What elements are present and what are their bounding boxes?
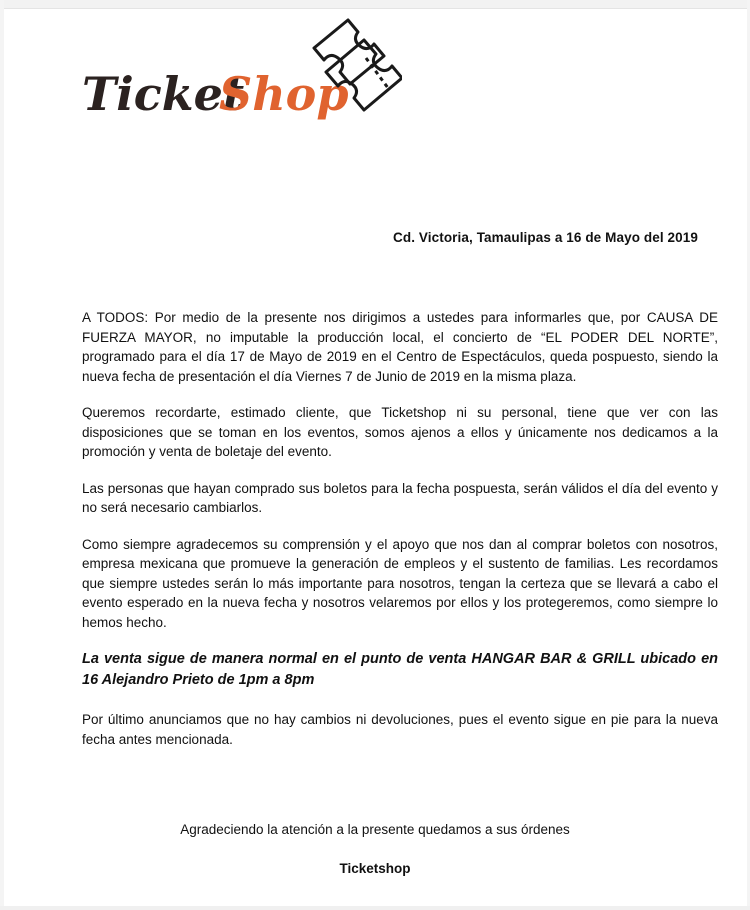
letter-body bbox=[82, 308, 718, 766]
letter-date: Cd. Victoria, Tamaulipas a 16 de Mayo del 2019 bbox=[393, 230, 698, 245]
page-bottom-border bbox=[0, 906, 750, 910]
logo-word-ticket: Ticket bbox=[82, 67, 245, 121]
paragraph-tickets-valid: Las personas que hayan comprado sus boletos para la fecha pospuesta, serán válidos el día del evento y no será necesario cambiarlos. bbox=[82, 480, 718, 515]
page-top-border bbox=[0, 0, 750, 9]
logo-graphic bbox=[82, 18, 402, 148]
logo-word-shop: Shop bbox=[219, 67, 349, 121]
signature: Ticketshop bbox=[339, 861, 411, 876]
paragraph-disclaimer: Queremos recordarte, estimado cliente, que Ticketshop ni su personal, tiene que ver con las disposiciones que se toman en los eventos, somos ajenos a ellos y únicamente nos dedicamos a la promoción y venta de boletaje del evento. bbox=[82, 405, 718, 459]
closing-line: Agradeciendo la atención a la presente quedamos a sus órdenes bbox=[180, 822, 570, 837]
sales-highlight: La venta sigue de manera normal en el punto de venta HANGAR BAR & GRILL ubicado en 16 Alejandro Prieto de 1pm a 8pm bbox=[82, 651, 718, 688]
paragraph-no-refunds: Por último anunciamos que no hay cambios ni devoluciones, pues el evento sigue en pie para la nueva fecha antes mencionada. bbox=[82, 712, 718, 747]
paragraph-announcement: A TODOS: Por medio de la presente nos dirigimos a ustedes para informarles que, por CAUSA DE FUERZA MAYOR, no imputable la producción local, el concierto de “EL PODER DEL NORTE”, programado para el día 17 de Mayo de 2019 en el Centro de Espectáculos, queda pospuesto, siendo la nueva fecha de presentación el día Viernes 7 de Junio de 2019 en la misma plaza. bbox=[82, 310, 718, 384]
paragraph-thanks: Como siempre agradecemos su comprensión y el apoyo que nos dan al comprar boletos con nosotros, empresa mexicana que promueve la generación de empleos y el sustento de familias. Les recordamos que siempre ustedes serán lo más importante para nosotros, tengan la certeza que se llevará a cabo el evento esperado en la nueva fecha y nosotros velaremos por ellos y los protegeremos, como siempre lo hemos hecho. bbox=[82, 536, 718, 630]
page-left-border bbox=[0, 0, 4, 910]
ticketshop-logo bbox=[82, 18, 402, 148]
